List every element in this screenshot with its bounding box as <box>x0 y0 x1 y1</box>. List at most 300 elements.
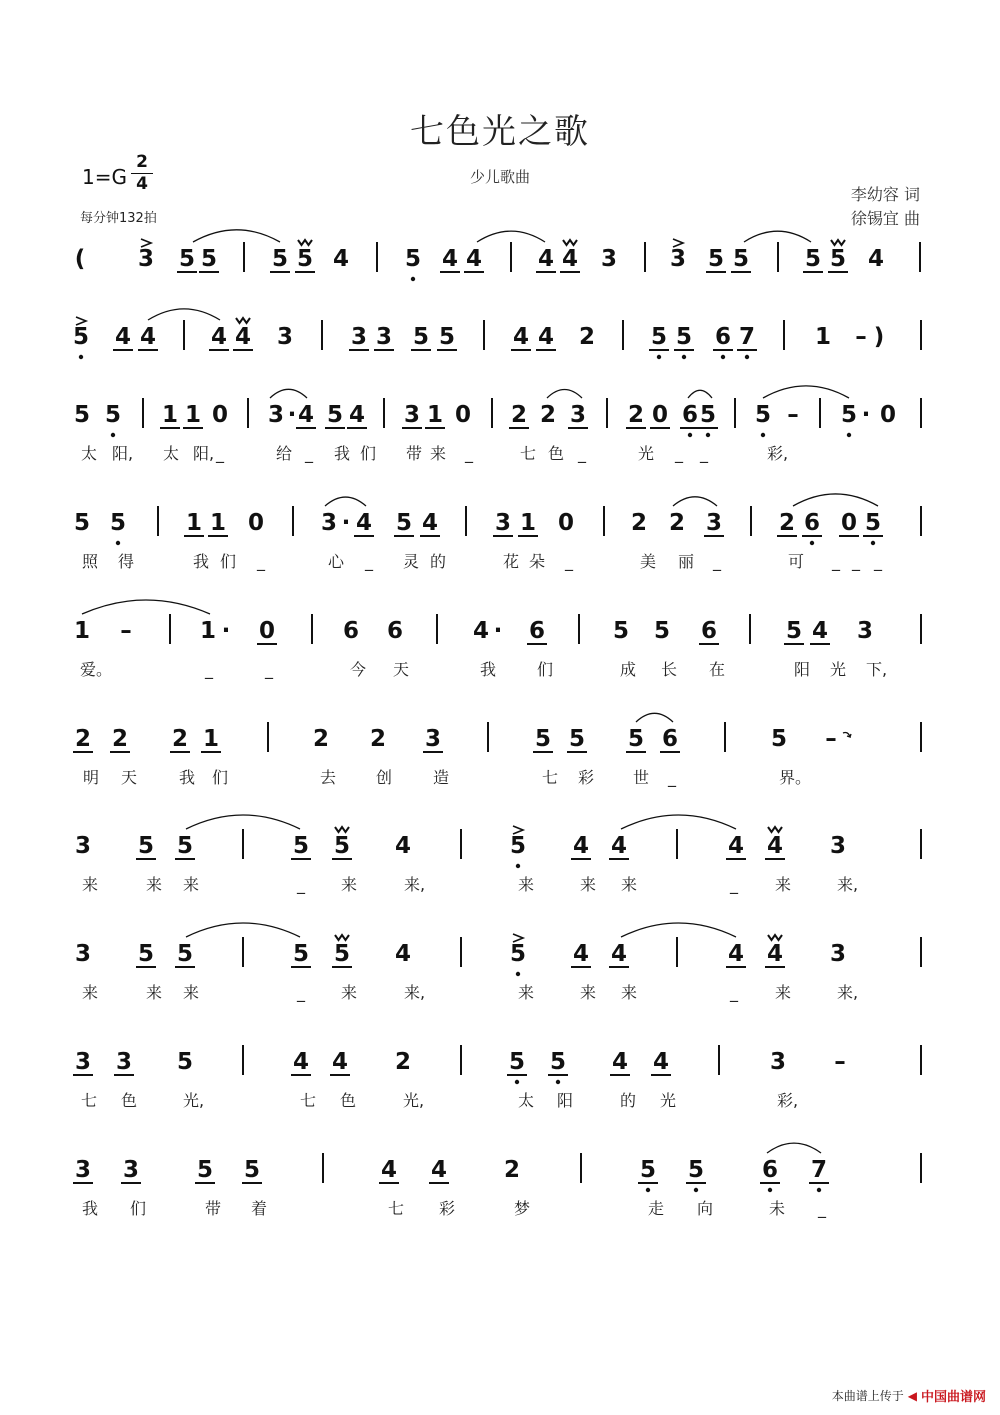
lyric-syllable: 阳 <box>794 660 811 679</box>
tempo-marking: 每分钟132拍 <box>80 211 157 226</box>
note: 4 <box>572 941 590 967</box>
lyric-syllable: 七 <box>81 1091 98 1110</box>
lyric-syllable: _ <box>365 552 373 571</box>
note: 4 <box>139 324 157 350</box>
note: 4 <box>472 618 490 644</box>
note: 6 <box>761 1157 779 1183</box>
note: 3 <box>74 1157 92 1183</box>
dash-sustain: – <box>834 1049 846 1075</box>
note: 7 <box>738 324 756 350</box>
note: 1 <box>202 726 220 752</box>
lyric-syllable: 来 <box>518 983 535 1002</box>
note: 6 <box>700 618 718 644</box>
note: 2 <box>778 510 796 536</box>
note: 5 <box>650 324 668 350</box>
lyric-syllable: 们 <box>360 444 377 463</box>
low-octave-dot <box>657 355 661 359</box>
note: 1 <box>519 510 537 536</box>
lyric-syllable: 光, <box>183 1091 205 1110</box>
note: 4 <box>380 1157 398 1183</box>
note: 3 <box>74 941 92 967</box>
note: 5 <box>675 324 693 350</box>
note: 4 <box>348 402 366 428</box>
lyric-syllable: 来, <box>837 983 859 1002</box>
note: 5 <box>176 941 194 967</box>
lyric-syllable: _ <box>675 444 683 463</box>
lyric-syllable: 来 <box>341 875 358 894</box>
lyric-syllable: 去 <box>320 768 337 787</box>
note: ( <box>74 246 86 272</box>
note: 4 <box>561 246 579 272</box>
note: 5 <box>804 246 822 272</box>
note: 3 <box>115 1049 133 1075</box>
note: 5 <box>438 324 456 350</box>
note: 5 <box>687 1157 705 1183</box>
lyric-syllable: 来 <box>341 983 358 1002</box>
note: 5 <box>509 941 527 967</box>
lyric-syllable: _ <box>730 875 738 894</box>
low-octave-dot <box>768 1188 772 1192</box>
note: 5 <box>176 833 194 859</box>
lyric-syllable: _ <box>297 983 305 1002</box>
low-octave-dot <box>761 433 765 437</box>
lyric-syllable: 我 <box>480 660 497 679</box>
slur <box>186 923 300 937</box>
note: 2 <box>369 726 387 752</box>
note: 3 <box>122 1157 140 1183</box>
slur <box>744 231 811 242</box>
note: 5 <box>840 402 858 428</box>
lyric-syllable: 们 <box>130 1199 147 1218</box>
note: 3 <box>494 510 512 536</box>
lyric-syllable: 成 <box>620 660 637 679</box>
lyric-syllable: 爱。 <box>80 660 113 679</box>
meter-top: 2 <box>136 152 148 172</box>
note: 3 <box>600 246 618 272</box>
slur <box>767 1143 821 1153</box>
lyric-syllable: 七 <box>388 1199 405 1218</box>
note: 5 <box>707 246 725 272</box>
note: 5 <box>699 402 717 428</box>
lyric-syllable: _ <box>565 552 573 571</box>
note: 2 <box>630 510 648 536</box>
low-octave-dot <box>515 1080 519 1084</box>
note: 2 <box>503 1157 521 1183</box>
note: 5 <box>785 618 803 644</box>
note: 5 <box>72 324 90 350</box>
note: 4 <box>652 1049 670 1075</box>
mordent-mark <box>563 240 577 245</box>
lyric-syllable: 朵 <box>529 552 546 571</box>
slur <box>186 815 300 829</box>
note: 3 <box>320 510 338 536</box>
lyric-syllable: 心 <box>328 552 345 571</box>
note: 4 <box>537 246 555 272</box>
note: 5 <box>627 726 645 752</box>
low-octave-dot <box>694 1188 698 1192</box>
slur <box>621 815 736 829</box>
note: 4 <box>234 324 252 350</box>
note: 2 <box>510 402 528 428</box>
note: 3 <box>276 324 294 350</box>
note: 4 <box>297 402 315 428</box>
dash-sustain: – <box>825 726 837 752</box>
mordent-mark <box>298 240 312 245</box>
lyric-syllable: 色 <box>121 1091 138 1110</box>
lyric-syllable: 灵 <box>403 552 420 571</box>
slur <box>270 389 307 398</box>
note: 5 <box>612 618 630 644</box>
lyric-syllable: 我 <box>334 444 351 463</box>
note: 0 <box>651 402 669 428</box>
low-octave-dot <box>516 972 520 976</box>
low-octave-dot <box>111 433 115 437</box>
lyric-syllable: 来 <box>580 983 597 1002</box>
note: 0 <box>840 510 858 536</box>
lyric-syllable: 色 <box>340 1091 357 1110</box>
lyric-syllable: 在 <box>709 660 726 679</box>
lyric-syllable: 来 <box>183 875 200 894</box>
note: 4 <box>355 510 373 536</box>
lyric-syllable: 给 <box>276 444 293 463</box>
slur <box>621 923 736 937</box>
note: 3 <box>267 402 285 428</box>
lyric-syllable: 今 <box>350 660 367 679</box>
lyric-syllable: 彩, <box>767 444 789 463</box>
note: 5 <box>404 246 422 272</box>
note: 0 <box>247 510 265 536</box>
lyric-syllable: 们 <box>537 660 554 679</box>
low-octave-dot <box>516 864 520 868</box>
lyric-syllable: _ <box>668 768 676 787</box>
note: 5 <box>508 1049 526 1075</box>
note: 6 <box>342 618 360 644</box>
note: 3 <box>705 510 723 536</box>
mordent-mark <box>831 240 845 245</box>
lyric-syllable: 来 <box>430 444 447 463</box>
note: 4 <box>332 246 350 272</box>
note: 2 <box>74 726 92 752</box>
note: 0 <box>211 402 229 428</box>
note: 0 <box>557 510 575 536</box>
note: 1 <box>209 510 227 536</box>
lyric-syllable: 带 <box>406 444 423 463</box>
note: 4 <box>766 833 784 859</box>
lyric-syllable: 七 <box>520 444 537 463</box>
lyric-syllable: 来 <box>775 875 792 894</box>
lyric-syllable: 的 <box>430 552 447 571</box>
note: 5 <box>196 1157 214 1183</box>
lyric-syllable: 七 <box>542 768 559 787</box>
lyric-syllable: _ <box>265 660 273 679</box>
lyric-syllable: 来 <box>183 983 200 1002</box>
note: 3 <box>829 941 847 967</box>
note: 2 <box>668 510 686 536</box>
note: 5 <box>176 1049 194 1075</box>
note: 5 <box>864 510 882 536</box>
lyric-syllable: 向 <box>697 1199 714 1218</box>
low-octave-dot <box>706 433 710 437</box>
note: 3 <box>74 833 92 859</box>
slur <box>688 390 712 398</box>
note: 4 <box>210 324 228 350</box>
note: 4 <box>292 1049 310 1075</box>
lyric-syllable: _ <box>700 444 708 463</box>
note: 3 <box>350 324 368 350</box>
lyric-syllable: 阳 <box>557 1091 574 1110</box>
note: 1 <box>161 402 179 428</box>
note: 4 <box>114 324 132 350</box>
lyric-syllable: 天 <box>393 660 410 679</box>
slur <box>793 494 878 506</box>
note: 5 <box>271 246 289 272</box>
dash-sustain: – <box>787 402 799 428</box>
lyric-syllable: 太 <box>518 1091 535 1110</box>
low-octave-dot <box>810 541 814 545</box>
note: 5 <box>200 246 218 272</box>
lyric-syllable: 花 <box>503 552 520 571</box>
slur <box>673 497 717 506</box>
lyric-syllable: 走 <box>648 1199 665 1218</box>
mordent-mark <box>335 827 349 832</box>
lyric-syllable: _ <box>465 444 473 463</box>
lyric-syllable: 创 <box>376 768 393 787</box>
note: 5 <box>292 941 310 967</box>
mordent-mark <box>236 318 250 323</box>
lyric-syllable: 着 <box>251 1199 268 1218</box>
lyric-syllable: 光 <box>660 1091 677 1110</box>
note: 3 <box>769 1049 787 1075</box>
note: 5 <box>395 510 413 536</box>
lyric-syllable: 来 <box>775 983 792 1002</box>
note: 0 <box>258 618 276 644</box>
note: 4 <box>766 941 784 967</box>
lyric-syllable: 们 <box>212 768 229 787</box>
note: 1 <box>199 618 217 644</box>
dot-extension: · <box>221 618 231 644</box>
slur <box>636 713 673 722</box>
dot-extension: · <box>493 618 503 644</box>
low-octave-dot <box>721 355 725 359</box>
note: 5 <box>326 402 344 428</box>
lyric-syllable: 来 <box>146 983 163 1002</box>
note: 6 <box>386 618 404 644</box>
note: 0 <box>879 402 897 428</box>
lyric-syllable: 下, <box>866 660 888 679</box>
note: 4 <box>537 324 555 350</box>
note: 5 <box>137 941 155 967</box>
note: 3 <box>74 1049 92 1075</box>
lyric-syllable: 来 <box>82 875 99 894</box>
lyric-syllable: 太 <box>163 444 180 463</box>
lyric-syllable: 太 <box>81 444 98 463</box>
lyric-syllable: 我 <box>193 552 210 571</box>
note: 6 <box>528 618 546 644</box>
mordent-mark <box>768 827 782 832</box>
note: 4 <box>727 941 745 967</box>
note: 5 <box>770 726 788 752</box>
lyric-syllable: 造 <box>433 768 450 787</box>
site-logo-icon: ◀ <box>907 1388 917 1403</box>
note: 4 <box>441 246 459 272</box>
note: 5 <box>568 726 586 752</box>
low-octave-dot <box>411 277 415 281</box>
note: 4 <box>611 1049 629 1075</box>
note: 6 <box>661 726 679 752</box>
note: 1 <box>73 618 91 644</box>
lyric-syllable: 丽 <box>678 552 695 571</box>
lyric-syllable: _ <box>257 552 265 571</box>
note: 2 <box>111 726 129 752</box>
footer-upload-text: 本曲谱上传于 <box>831 1389 904 1403</box>
lyric-syllable: 来, <box>404 983 426 1002</box>
lyric-syllable: 彩 <box>439 1199 456 1218</box>
low-octave-dot <box>745 355 749 359</box>
note: 2 <box>627 402 645 428</box>
note: 4 <box>421 510 439 536</box>
note: 1 <box>184 402 202 428</box>
lyric-syllable: 世 <box>633 768 650 787</box>
lyric-syllable: 七 <box>300 1091 317 1110</box>
note: 6 <box>803 510 821 536</box>
note: 3 <box>856 618 874 644</box>
lyric-syllable: _ <box>818 1199 826 1218</box>
lyric-syllable: 未 <box>769 1199 786 1218</box>
key-signature: 1=G <box>82 165 127 189</box>
dash-sustain: – <box>120 618 132 644</box>
lyric-syllable: _ <box>305 444 313 463</box>
lyricist-credit: 李幼容 词 <box>850 185 920 204</box>
footer-credit <box>832 1386 986 1405</box>
slur <box>763 386 849 398</box>
lyric-syllable: _ <box>297 875 305 894</box>
lyric-syllable: 彩, <box>777 1091 799 1110</box>
lyric-syllable: 我 <box>82 1199 99 1218</box>
lyric-syllable: 梦 <box>514 1199 531 1218</box>
note: 0 <box>454 402 472 428</box>
note: 3 <box>669 246 687 272</box>
low-octave-dot <box>556 1080 560 1084</box>
lyric-syllable: _ <box>216 444 224 463</box>
lyric-syllable: _ <box>713 552 721 571</box>
dash-sustain: – <box>855 324 867 350</box>
lyric-syllable: 色 <box>548 444 565 463</box>
note: 6 <box>714 324 732 350</box>
dot-extension: · <box>861 402 871 428</box>
note: 5 <box>534 726 552 752</box>
lyric-syllable: _ <box>730 983 738 1002</box>
note: 6 <box>681 402 699 428</box>
lyric-syllable: 光 <box>830 660 847 679</box>
lyric-syllable: _ <box>874 552 882 571</box>
breath-mark <box>843 733 851 738</box>
low-octave-dot <box>847 433 851 437</box>
note: 5 <box>653 618 671 644</box>
lyric-syllable: 可 <box>788 552 805 571</box>
note: 3 <box>829 833 847 859</box>
note: 1 <box>814 324 832 350</box>
lyric-syllable: 光, <box>403 1091 425 1110</box>
mordent-mark <box>768 935 782 940</box>
note: 5 <box>137 833 155 859</box>
note: 5 <box>549 1049 567 1075</box>
note: 3 <box>403 402 421 428</box>
lyric-syllable: 天 <box>121 768 138 787</box>
note: 5 <box>73 402 91 428</box>
note: 4 <box>610 941 628 967</box>
low-octave-dot <box>116 541 120 545</box>
lyric-syllable: 来, <box>404 875 426 894</box>
mordent-mark <box>335 935 349 940</box>
lyric-syllable: 长 <box>661 660 678 679</box>
lyric-syllable: 来 <box>518 875 535 894</box>
note: 4 <box>394 833 412 859</box>
lyric-syllable: 得 <box>118 552 135 571</box>
note: 5 <box>333 833 351 859</box>
note: 3 <box>137 246 155 272</box>
slur <box>193 230 280 242</box>
song-subtitle: 少儿歌曲 <box>469 168 530 186</box>
note: 5 <box>509 833 527 859</box>
lyric-syllable: 来 <box>621 983 638 1002</box>
note: 5 <box>412 324 430 350</box>
note: 7 <box>810 1157 828 1183</box>
low-octave-dot <box>682 355 686 359</box>
dot-extension: · <box>287 402 297 428</box>
note: 4 <box>811 618 829 644</box>
low-octave-dot <box>688 433 692 437</box>
note: 5 <box>754 402 772 428</box>
note: 5 <box>829 246 847 272</box>
meter-bottom: 4 <box>131 173 153 195</box>
note: 4 <box>465 246 483 272</box>
slur <box>148 309 220 320</box>
note: 1 <box>185 510 203 536</box>
note: 2 <box>171 726 189 752</box>
note: 4 <box>727 833 745 859</box>
note: 2 <box>394 1049 412 1075</box>
slur <box>547 390 582 399</box>
note: 5 <box>178 246 196 272</box>
lyric-syllable: 来 <box>580 875 597 894</box>
note: 5 <box>109 510 127 536</box>
lyric-syllable: _ <box>578 444 586 463</box>
lyric-syllable: 来 <box>621 875 638 894</box>
lyric-syllable: 带 <box>205 1199 222 1218</box>
note: 2 <box>539 402 557 428</box>
lyric-syllable: 阳, <box>193 444 215 463</box>
lyric-syllable: _ <box>205 660 213 679</box>
lyric-syllable: 光 <box>638 444 655 463</box>
slur <box>82 600 210 614</box>
lyric-syllable: 的 <box>620 1091 637 1110</box>
note: 5 <box>333 941 351 967</box>
note: 4 <box>867 246 885 272</box>
note: 4 <box>572 833 590 859</box>
dot-extension: · <box>341 510 351 536</box>
low-octave-dot <box>817 1188 821 1192</box>
composer-credit: 徐锡宜 曲 <box>850 209 920 228</box>
site-logo-text: 中国曲谱网 <box>920 1390 986 1405</box>
note: 5 <box>292 833 310 859</box>
lyric-syllable: 明 <box>83 768 100 787</box>
note: 3 <box>375 324 393 350</box>
note: 5 <box>104 402 122 428</box>
lyric-syllable: 界。 <box>779 768 812 787</box>
note: 3 <box>424 726 442 752</box>
low-octave-dot <box>871 541 875 545</box>
slur <box>325 497 366 506</box>
